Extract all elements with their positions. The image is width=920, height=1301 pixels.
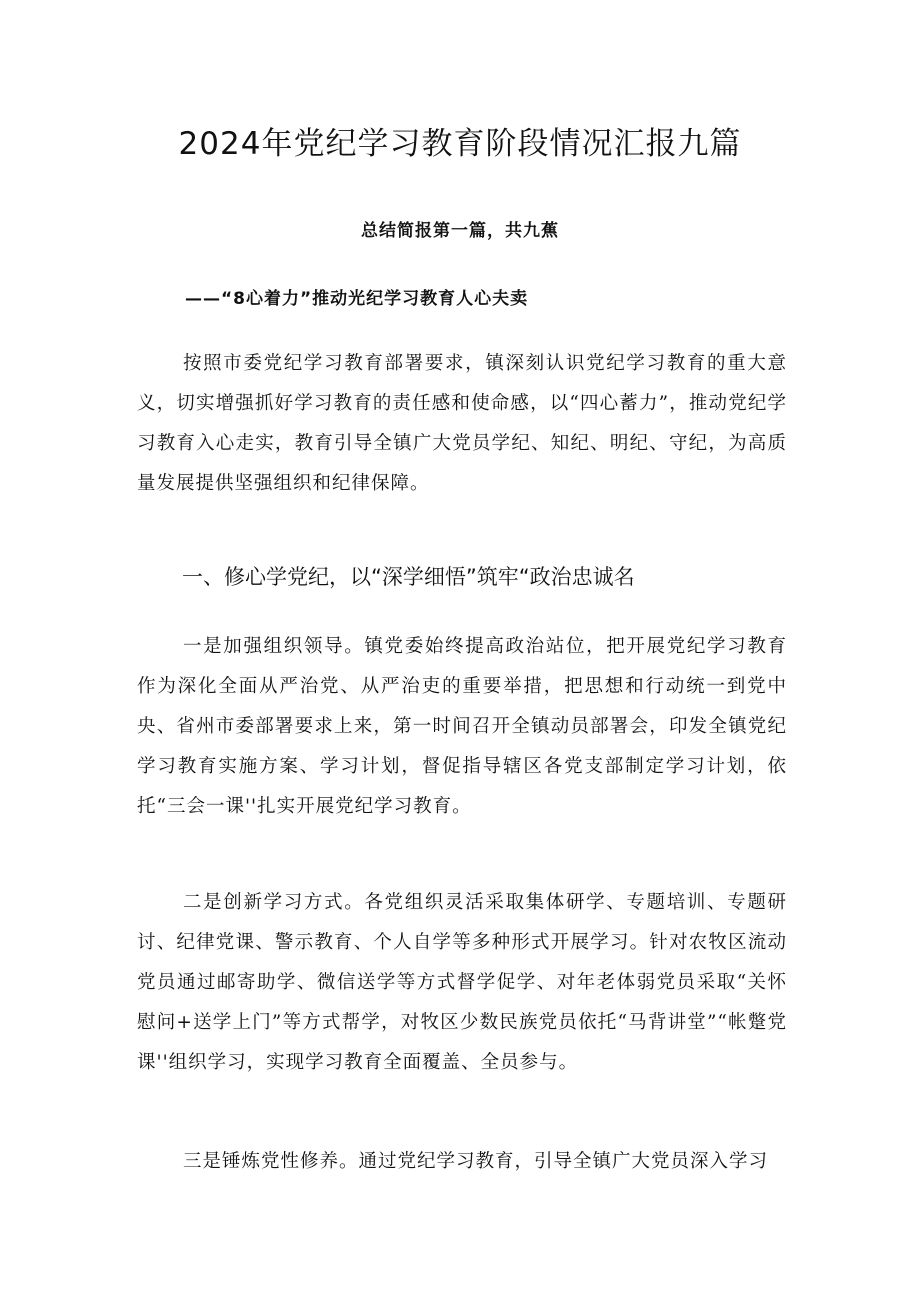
body-paragraph: 三是锤炼党性修养。通过党纪学习教育，引导全镇广大党员深入学习 [183, 1151, 769, 1172]
section-heading: 一、修心学党纪，以“深学细悟”筑牢“政治忠诚名 [182, 565, 635, 589]
document-subtitle: 总结简报第一篇，共九蕉 [361, 221, 559, 241]
document-tagline: ——“8心着力”推动光纪学习教育人心夫卖 [185, 289, 529, 309]
document-title: 2024年党纪学习教育阶段情况汇报九篇 [178, 126, 742, 162]
body-paragraph: 一是加强组织领导。镇党委始终提高政治站位，把开展党纪学习教育作为深化全面从严治党、从严治吏的重要举措，把思想和行动统一到党中央、省州市委部署要求上来，第一时间召开全镇动员部署会，印发全镇党纪学习教育实施方案、学习计划，督促指导辖区各党支部制定学习计划，依托“三会一课''扎实开展党纪学习教育。 [137, 636, 787, 817]
body-paragraph: 二是创新学习方式。各党组织灵活采取集体研学、专题培训、专题研讨、纪律党课、警示教育、个人自学等多种形式开展学习。针对农牧区流动党员通过邮寄助学、微信送学等方式督学促学、对年老体弱党员采取“关怀慰问+送学上门”等方式帮学，对牧区少数民族党员依托“马背讲堂”“帐蹩党课''组织学习，实现学习教育全面覆盖、全员参与。 [137, 892, 787, 1073]
intro-paragraph: 按照市委党纪学习教育部署要求，镇深刻认识党纪学习教育的重大意义，切实增强抓好学习教育的责任感和使命感，以“四心蓄力”，推动党纪学习教育入心走实，教育引导全镇广大党员学纪、知纪、明纪、守纪，为高质量发展提供坚强组织和纪律保障。 [137, 353, 787, 494]
